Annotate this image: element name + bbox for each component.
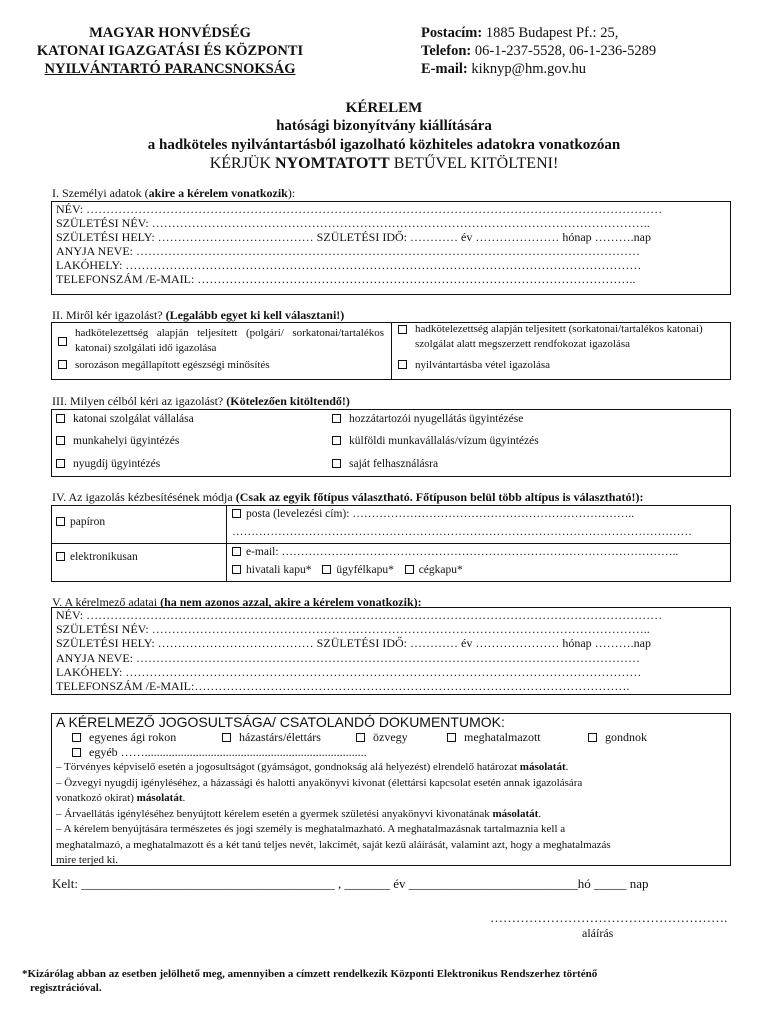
- checkbox[interactable]: [72, 733, 81, 742]
- email-value: kiknyp@hm.gov.hu: [467, 61, 587, 77]
- relation-spouse[interactable]: [222, 730, 321, 745]
- checkbox[interactable]: [398, 325, 407, 334]
- option-rank-label: hadkötelezettség alapján teljesített (sorkatonai/tartalékos katonai) szolgálat alatt megszerzett rendfokozat igazolása: [415, 323, 703, 350]
- checkbox[interactable]: [332, 414, 341, 423]
- delivery-electronic[interactable]: [56, 550, 138, 565]
- delivery-post[interactable]: [232, 507, 634, 522]
- name-field[interactable]: NÉV: ………………………………………………………………………………………………………………………………: [56, 202, 663, 216]
- note-authorization-cont2: mire terjed ki.: [56, 854, 119, 866]
- company-gate-label: cégkapu*: [418, 564, 463, 576]
- note-text: vonatkozó okirat): [56, 792, 137, 804]
- section5-heading-b: (ha nem azonos azzal, akire a kérelem vonatkozik):: [160, 595, 422, 609]
- purpose-military-service[interactable]: [56, 412, 194, 427]
- section2-divider: [391, 323, 392, 379]
- delivery-electronic-label: elektronikusan: [70, 551, 138, 563]
- fill-instruction-c: BETŰVEL KITÖLTENI!: [389, 155, 559, 172]
- form-title: KÉRELEM: [345, 100, 423, 116]
- relation-label: egyenes ági rokon: [89, 730, 177, 744]
- section2-heading: [52, 308, 344, 323]
- note-widow-pension-cont: vonatkozó okirat) másolatát.: [56, 792, 186, 804]
- purpose-dependent-pension[interactable]: [332, 412, 523, 427]
- checkbox[interactable]: [322, 565, 331, 574]
- note-text: – Törvényes képviselő esetén a jogosultságot (gyámságot, gondnokság alá helyezést) elrendelő határozat: [56, 761, 520, 773]
- note-emphasis: másolatát: [519, 761, 566, 773]
- checkbox[interactable]: [222, 733, 231, 742]
- phone-value: 06-1-237-5528, 06-1-236-5289: [471, 43, 657, 59]
- checkbox[interactable]: [232, 547, 241, 556]
- purpose-label: katonai szolgálat vállalása: [73, 413, 194, 425]
- fill-instruction-b: NYOMTATOTT: [275, 155, 390, 172]
- purpose-pension[interactable]: [56, 457, 160, 472]
- section1-heading-b: akire a kérelem vonatkozik: [148, 186, 288, 200]
- delivery-paper-label: papíron: [70, 516, 106, 528]
- relation-other[interactable]: [72, 745, 367, 760]
- checkbox[interactable]: [447, 733, 456, 742]
- entitlement-box: [51, 713, 731, 866]
- section3-box: [51, 409, 731, 477]
- delivery-email-label: e-mail: …………………………………………………………………………………………..: [246, 546, 679, 558]
- relation-authorized[interactable]: [447, 730, 541, 745]
- footnote-line-2: regisztrációval.: [30, 982, 102, 994]
- org-line-3: NYILVÁNTARTÓ PARANCSNOKSÁG: [44, 61, 296, 77]
- checkbox[interactable]: [56, 414, 65, 423]
- checkbox[interactable]: [72, 748, 81, 757]
- organization-name: [0, 24, 340, 78]
- checkbox[interactable]: [356, 733, 365, 742]
- fill-instruction: [0, 155, 768, 174]
- checkbox[interactable]: [332, 436, 341, 445]
- option-rank[interactable]: [398, 322, 726, 352]
- signature-label: aláírás: [582, 926, 614, 940]
- residence-field[interactable]: LAKÓHELY: …………………………………………………………………………………………………………………: [56, 258, 642, 272]
- note-orphan: – Árvaellátás igényléséhez benyújtott kérelem esetén a gyermek születési anyakönyvi kivonatának másolatát.: [56, 807, 542, 820]
- checkbox[interactable]: [58, 360, 67, 369]
- purpose-label: külföldi munkavállalás/vízum ügyintézés: [349, 435, 539, 447]
- relation-label: házastárs/élettárs: [239, 730, 321, 744]
- checkbox[interactable]: [332, 459, 341, 468]
- option-registration-label: nyilvántartásba vétel igazolása: [415, 359, 550, 371]
- section4-heading: [52, 490, 643, 505]
- checkbox[interactable]: [58, 337, 67, 346]
- delivery-gate[interactable]: [232, 563, 463, 578]
- email-label: E-mail:: [421, 61, 468, 77]
- phone-label: Telefon:: [421, 43, 472, 59]
- section4-box: [51, 505, 731, 582]
- option-registration[interactable]: [398, 358, 550, 373]
- note-widow-pension: – Özvegyi nyugdíj igényléséhez, a házassági és halotti anyakönyvi kivonat (élettársi kapcsolat esetén annak igazolására: [56, 776, 583, 789]
- purpose-label: hozzátartozói nyugellátás ügyintézése: [349, 413, 524, 425]
- delivery-email[interactable]: [232, 545, 678, 560]
- client-gate-label: ügyfélkapu*: [336, 564, 394, 576]
- section2-heading-b: (Legalább egyet ki kell választani!): [165, 308, 345, 322]
- checkbox[interactable]: [56, 436, 65, 445]
- section2-heading-a: II. Miről kér igazolást?: [52, 308, 166, 322]
- checkbox[interactable]: [56, 517, 65, 526]
- note-legal-rep: – Törvényes képviselő esetén a jogosultságot (gyámságot, gondnokság alá helyezést) elrendelő határozat másolatát.: [56, 761, 569, 773]
- applicant-birth-place-date-field[interactable]: SZÜLETÉSI HELY: ………………………………… SZÜLETÉSI IDŐ: ………… év ………………… hónap ……….nap: [56, 636, 651, 650]
- note-authorization: – A kérelem benyújtására természetes és jogi személy is meghatalmazható. A meghatalmazásnak tartalmaznia kell a: [56, 823, 566, 835]
- option-service-time[interactable]: [58, 326, 384, 356]
- section4-heading-b: (Csak az egyik főtípus választható. Főtípuson belül több altípus is választható!):: [235, 490, 644, 504]
- purpose-label: nyugdíj ügyintézés: [73, 458, 161, 470]
- postal-address-line[interactable]: …………………………………………………………………………………………………………: [232, 526, 692, 538]
- section4-heading-a: IV. Az igazolás kézbesítésének módja: [52, 490, 236, 504]
- checkbox[interactable]: [405, 565, 414, 574]
- section3-heading-a: III. Milyen célból kéri az igazolást?: [52, 394, 227, 408]
- checkbox[interactable]: [56, 459, 65, 468]
- purpose-foreign-work[interactable]: [332, 434, 539, 449]
- option-health-rating-label: sorozáson megállapított egészségi minősítés: [75, 359, 270, 371]
- delivery-paper[interactable]: [56, 515, 105, 530]
- note-emphasis: másolatát: [492, 807, 539, 820]
- relation-direct[interactable]: [72, 730, 176, 745]
- relation-guardian[interactable]: [588, 730, 647, 745]
- note-emphasis: másolatát: [136, 792, 183, 804]
- section5-box: [51, 607, 731, 695]
- purpose-workplace[interactable]: [56, 434, 179, 449]
- relation-label: gondnok: [605, 730, 647, 744]
- contact-info: [421, 24, 656, 78]
- postal-value: 1885 Budapest Pf.: 25,: [482, 25, 619, 41]
- form-subtitle-2: a hadköteles nyilvántartásból igazolható közhiteles adatokra vonatkozóan: [147, 137, 621, 153]
- purpose-own-use[interactable]: [332, 457, 438, 472]
- applicant-birth-name-field[interactable]: SZÜLETÉSI NÉV: ……………………………………………………………………………………………………………..: [56, 622, 650, 636]
- section4-row-divider: [52, 543, 730, 544]
- relation-other-label: egyéb ……..........................................................................: [89, 745, 367, 759]
- checkbox[interactable]: [232, 509, 241, 518]
- section3-heading-b: (Kötelezően kitöltendő!): [226, 394, 350, 408]
- mother-name-field[interactable]: ANYJA NEVE: ………………………………………………………………………………………………………………: [56, 244, 640, 258]
- date-line[interactable]: Kelt: _______________________________________ , _______ év __________________________hó _____ nap: [52, 876, 649, 891]
- relation-label: özvegy: [373, 730, 408, 744]
- applicant-mother-name-field[interactable]: ANYJA NEVE: ………………………………………………………………………………………………………………: [56, 651, 640, 665]
- option-health-rating[interactable]: [58, 358, 270, 373]
- applicant-residence-field[interactable]: LAKÓHELY: …………………………………………………………………………………………………………………: [56, 665, 642, 679]
- relation-widow[interactable]: [356, 730, 408, 745]
- form-subtitle-1: hatósági bizonyítvány kiállítására: [276, 118, 492, 134]
- delivery-post-label: posta (levelezési cím): ………………………………………………………………..: [246, 508, 635, 520]
- applicant-name-field[interactable]: NÉV: ………………………………………………………………………………………………………………………………: [56, 608, 663, 622]
- checkbox[interactable]: [56, 552, 65, 561]
- signature-line[interactable]: ……………………………………………….: [490, 910, 728, 925]
- phone-email-field[interactable]: TELEFONSZÁM /E-MAIL: ………………………………………………………………………………………………..: [56, 272, 636, 286]
- section2-box: [51, 322, 731, 380]
- section1-heading-a: I. Személyi adatok (: [52, 186, 149, 200]
- checkbox[interactable]: [232, 565, 241, 574]
- relation-label: meghatalmazott: [464, 730, 541, 744]
- document-notes: [56, 760, 726, 869]
- entitlement-heading: A KÉRELMEZŐ JOGOSULTSÁGA/ CSATOLANDÓ DOKUMENTUMOK:: [56, 714, 505, 730]
- org-line-2: KATONAI IGAZGATÁSI ÉS KÖZPONTI: [36, 43, 304, 59]
- org-line-1: MAGYAR HONVÉDSÉG: [89, 25, 251, 41]
- gate-label: hivatali kapu*: [246, 564, 312, 576]
- checkbox[interactable]: [398, 360, 407, 369]
- birth-name-field[interactable]: SZÜLETÉSI NÉV: ……………………………………………………………………………………………………………..: [56, 216, 650, 230]
- birth-place-date-field[interactable]: SZÜLETÉSI HELY: ………………………………… SZÜLETÉSI IDŐ: ………… év ………………… hónap ……….nap: [56, 230, 651, 244]
- section3-heading: [52, 394, 350, 409]
- note-authorization-cont: meghatalmazó, a meghatalmazott és a két tanú teljes nevét, lakcímét, saját kezű aláírását, valamint azt, hogy a meghatalmazás: [56, 838, 611, 851]
- section5-heading-a: V. A kérelmező adatai: [52, 595, 161, 609]
- section1-heading: [52, 186, 295, 201]
- note-text: – Árvaellátás igényléséhez benyújtott kérelem esetén a gyermek születési anyakönyvi kivonatának: [56, 807, 493, 820]
- purpose-label: munkahelyi ügyintézés: [73, 435, 180, 447]
- purpose-label: saját felhasználásra: [349, 458, 439, 470]
- postal-label: Postacím:: [421, 25, 483, 41]
- section1-heading-c: ):: [287, 186, 296, 200]
- footnote-line-1: *Kizárólag abban az esetben jelölhető meg, amennyiben a címzett rendelkezik Központi Elektronikus Rendszerhez történő: [22, 968, 598, 980]
- applicant-phone-email-field[interactable]: TELEFONSZÁM /E-MAIL:……………………………………………………………………………………………….: [56, 679, 630, 693]
- footnote: [22, 967, 597, 995]
- option-service-time-label: hadkötelezettség alapján teljesített (polgári/ sorkatonai/tartalékos katonai) szolgálati idő igazolása: [75, 327, 384, 354]
- section1-box: [51, 201, 731, 295]
- checkbox[interactable]: [588, 733, 597, 742]
- fill-instruction-a: KÉRJÜK: [209, 155, 276, 172]
